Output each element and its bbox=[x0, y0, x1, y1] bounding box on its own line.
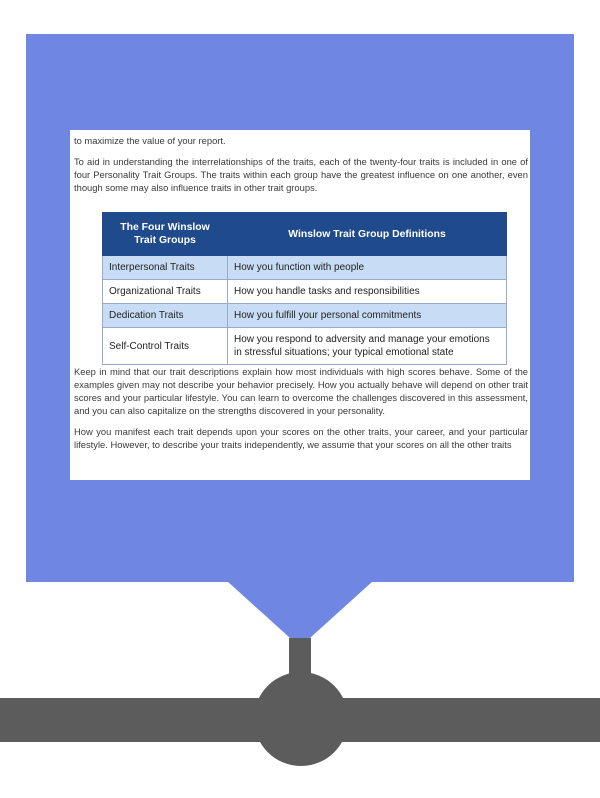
timeline-node bbox=[254, 672, 348, 766]
trait-definition-cell: How you respond to adversity and manage your emotions in stressful situations; your typical emotional state bbox=[228, 328, 507, 365]
trait-group-cell: Interpersonal Traits bbox=[103, 256, 228, 280]
table-row bbox=[103, 328, 507, 365]
table-row bbox=[103, 304, 507, 328]
paragraph-trait-groups: To aid in understanding the interrelationships of the traits, each of the twenty-four traits is included in one of four Personality Trait Groups. The traits within each group have the greatest influence on one another, even though some may also influence traits in other trait groups. bbox=[74, 156, 528, 193]
trait-group-cell: Organizational Traits bbox=[103, 280, 228, 304]
trait-group-cell: Self-Control Traits bbox=[103, 328, 228, 365]
trait-definition-cell: How you fulfill your personal commitments bbox=[228, 304, 507, 328]
trait-group-cell: Dedication Traits bbox=[103, 304, 228, 328]
table-row bbox=[103, 256, 507, 280]
trait-groups-table bbox=[102, 212, 507, 365]
intro-fragment: to maximize the value of your report. bbox=[74, 135, 226, 146]
document-excerpt bbox=[70, 130, 530, 480]
table-header-groups: The Four Winslow Trait Groups bbox=[103, 213, 228, 256]
table-header-definitions: Winslow Trait Group Definitions bbox=[228, 213, 507, 256]
trait-definition-cell: How you function with people bbox=[228, 256, 507, 280]
table-header-row bbox=[103, 213, 507, 256]
trait-definition-cell: How you handle tasks and responsibilities bbox=[228, 280, 507, 304]
paragraph-trait-manifestation: How you manifest each trait depends upon your scores on the other traits, your career, and your particular lifestyle. However, to describe your traits independently, we assume that your scores on all the other traits bbox=[74, 426, 528, 450]
table-row bbox=[103, 280, 507, 304]
paragraph-trait-descriptions: Keep in mind that our trait descriptions explain how most individuals with high scores behave. Some of the examples given may not describe your behavior precisely. How you actually behave will depend on other trait scores and your particular lifestyle. You can learn to overcome the challenges discovered in this assessment, and you can also capitalize on the strengths discovered in your personality. bbox=[74, 366, 528, 416]
trait-groups-table-wrap bbox=[102, 212, 507, 365]
